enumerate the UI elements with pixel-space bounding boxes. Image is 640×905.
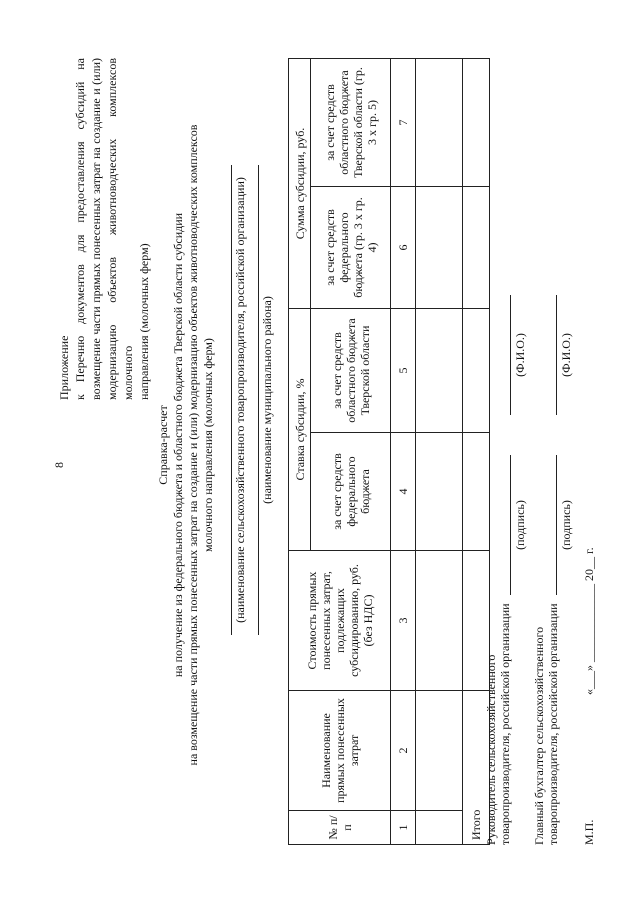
column-number: 3 [391,551,416,691]
table-cell[interactable] [463,308,490,432]
title-line: на возмещение части прямых понесенных затрат на создание и (или) модернизацию объектов животноводческих комплексов [186,124,200,766]
appendix-heading: Приложение [57,335,71,400]
table-cell[interactable] [463,58,490,186]
title-line: молочного направления (молочных ферм) [201,338,215,552]
director-label [484,603,512,845]
accountant-signature-line [556,455,557,595]
director-label-line: Руководитель сельскохозяйственного [484,654,498,845]
producer-name-caption: (наименование сельскохозяйственного товаропроизводителя, российской организации) [233,177,247,623]
appendix-line: возмещение части прямых понесенных затрат на создание и (или) [89,58,103,400]
appendix-line: к Перечню документов для предоставления субсидий на [73,58,87,400]
header-sum-regional: за счет средств областного бюджета Тверской области (гр. 3 х гр. 5) [311,58,391,186]
header-subsidy-sum: Сумма субсидии, руб. [289,58,311,308]
column-number: 4 [391,433,416,551]
header-cost-name: Наименование прямых понесенных затрат [289,691,391,811]
total-label: Итого [463,691,490,845]
title-heading: Справка-расчет [156,405,170,485]
header-rate-regional: за счет средств областного бюджета Тверской области [311,308,391,432]
column-number: 7 [391,58,416,186]
director-label-line: товаропроизводителя, российской организации [498,603,512,845]
name-caption: (Ф.И.О.) [513,333,527,377]
table-cell[interactable] [416,186,463,308]
table-cell[interactable] [463,186,490,308]
subsidy-calculation-table [288,58,490,845]
document-title [156,65,216,825]
table-cell[interactable] [416,433,463,551]
title-line: на получение из федерального бюджета и областного бюджета Тверской области субсидии [171,212,185,678]
column-number: 1 [391,811,416,845]
table-cell[interactable] [416,58,463,186]
header-subsidy-rate: Ставка субсидии, % [289,308,311,550]
table-cell[interactable] [416,811,463,845]
column-number: 6 [391,186,416,308]
district-name-caption: (наименование муниципального района) [260,296,274,504]
table-cell[interactable] [416,691,463,811]
accountant-name-line [556,295,557,415]
district-name-line [258,165,259,635]
accountant-label-line: товаропроизводителя, российской организации [546,603,560,845]
director-name-line [510,295,511,415]
column-number: 5 [391,308,416,432]
table-cell[interactable] [416,308,463,432]
header-num: № п/п [289,811,391,845]
signature-caption: (подпись) [513,500,527,550]
date-field: «___» _____________ 20__ г. [582,547,596,695]
accountant-label [532,603,560,845]
appendix-block [56,58,152,400]
column-number: 2 [391,691,416,811]
header-rate-federal: за счет средств федерального бюджета [311,433,391,551]
signature-caption: (подпись) [559,500,573,550]
appendix-line: модернизацию объектов животноводческих комплексов молочного [105,58,135,400]
accountant-label-line: Главный бухгалтер сельскохозяйственного [532,626,546,845]
column-number-row [391,58,416,844]
name-caption: (Ф.И.О.) [559,333,573,377]
table-row [416,58,463,844]
page-number: 8 [52,462,66,468]
stamp-place: М.П. [582,819,596,845]
director-signature-line [510,455,511,595]
producer-name-line [231,165,232,635]
appendix-line: направления (молочных ферм) [137,243,151,400]
header-cost-amount: Стоимость прямых понесенных затрат, подлежащих субсидированию, руб. (без НДС) [289,551,391,691]
header-sum-federal: за счет средств федерального бюджета (гр. 3 х гр. 4) [311,186,391,308]
table-cell[interactable] [463,433,490,551]
table-cell[interactable] [416,551,463,691]
